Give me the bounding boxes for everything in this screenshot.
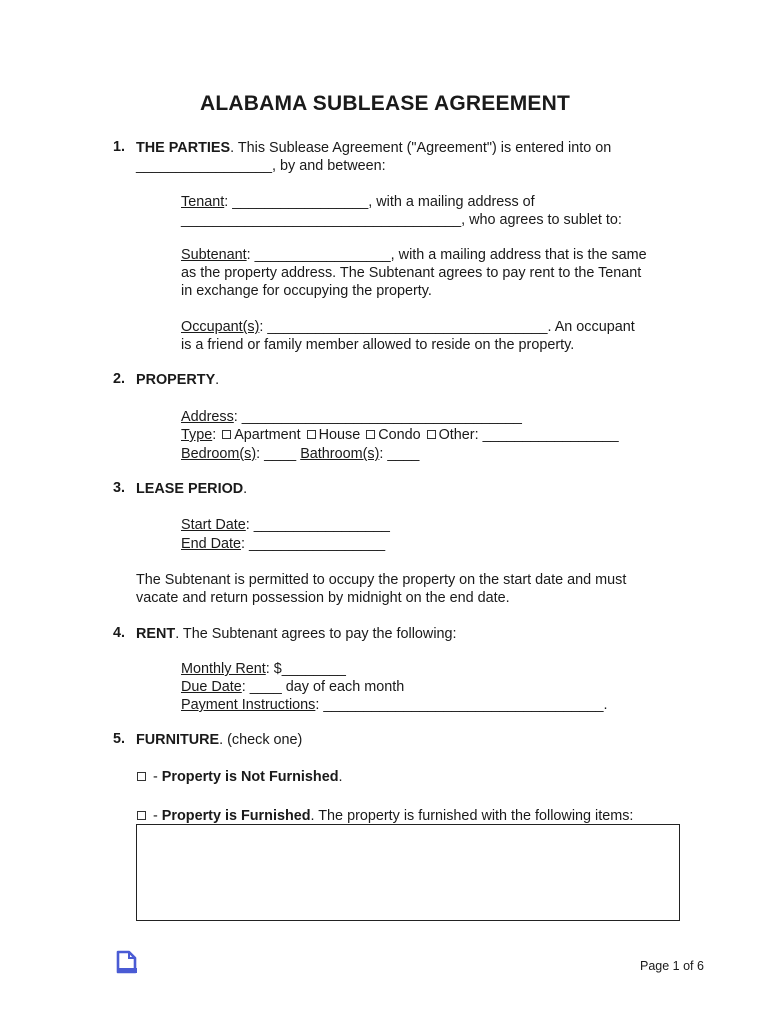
option-house: House <box>318 427 361 443</box>
section-4-number: 4. <box>113 625 126 641</box>
furnished-items-box[interactable] <box>136 824 680 921</box>
bedroom-field[interactable]: : ____ <box>256 446 301 462</box>
checkbox-house[interactable] <box>307 430 316 439</box>
payment-label: Payment Instructions <box>181 697 316 713</box>
section-1-number: 1. <box>113 139 126 155</box>
section-5-number: 5. <box>113 731 126 747</box>
section-1-intro <box>136 139 611 157</box>
address-line <box>181 408 522 426</box>
tenant-field[interactable]: : _________________, with a mailing address of <box>224 194 535 210</box>
occupant-field[interactable]: : ___________________________________. An occupant <box>259 319 635 335</box>
checkbox-other[interactable] <box>427 430 436 439</box>
rooms-line <box>181 445 419 463</box>
subtenant-field[interactable]: : _________________, with a mailing address that is the same <box>246 247 647 263</box>
not-furnished-rest: . <box>338 769 343 785</box>
section-5-heading: FURNITURE <box>136 732 220 748</box>
type-label: Type <box>181 427 213 443</box>
document-title: ALABAMA SUBLEASE AGREEMENT <box>200 92 570 115</box>
subtenant-line2: as the property address. The Subtenant agrees to pay rent to the Tenant <box>181 265 642 281</box>
subtenant-line3: in exchange for occupying the property. <box>181 283 432 299</box>
checkbox-condo[interactable] <box>366 430 375 439</box>
occupant-line <box>181 318 635 336</box>
checkbox-furnished[interactable] <box>137 811 146 820</box>
section-1-intro-line2: _________________, by and between: <box>136 158 386 174</box>
section-5-heading-line <box>136 731 302 749</box>
address-field[interactable]: : ___________________________________ <box>233 409 522 425</box>
option-other[interactable]: Other: _________________ <box>438 427 619 443</box>
start-date-line <box>181 516 390 534</box>
type-colon: : <box>212 427 217 443</box>
section-5-heading-rest: . (check one) <box>219 732 303 748</box>
tenant-line2[interactable]: ___________________________________, who agrees to sublet to: <box>181 212 622 228</box>
monthly-rent-label: Monthly Rent <box>181 661 266 677</box>
section-2-heading-line <box>136 371 219 389</box>
due-date-field[interactable]: : ____ day of each month <box>241 679 405 695</box>
section-3-heading-rest: . <box>243 481 248 497</box>
end-date-field[interactable]: : _________________ <box>241 536 386 552</box>
furnished-option <box>136 807 633 825</box>
checkbox-apartment[interactable] <box>222 430 231 439</box>
not-furnished-option <box>136 768 343 786</box>
subtenant-line <box>181 246 647 264</box>
furnished-label: Property is Furnished <box>161 808 311 824</box>
section-2-heading-rest: . <box>215 372 220 388</box>
option-condo: Condo <box>378 427 421 443</box>
address-label: Address <box>181 409 234 425</box>
type-line <box>181 426 619 444</box>
tenant-line <box>181 193 535 211</box>
option-apartment: Apartment <box>234 427 301 443</box>
not-furnished-label: Property is Not Furnished <box>161 769 339 785</box>
subtenant-label: Subtenant <box>181 247 247 263</box>
furnished-dash: - <box>149 808 162 824</box>
not-furnished-dash: - <box>149 769 162 785</box>
document-logo-icon <box>116 950 138 974</box>
tenant-label: Tenant <box>181 194 225 210</box>
monthly-rent-line <box>181 660 346 678</box>
bathroom-label: Bathroom(s) <box>300 446 380 462</box>
checkbox-not-furnished[interactable] <box>137 772 146 781</box>
section-3-heading-line <box>136 480 247 498</box>
page-number: Page 1 of 6 <box>640 959 704 973</box>
start-date-field[interactable]: : _________________ <box>245 517 390 533</box>
occupant-label: Occupant(s) <box>181 319 260 335</box>
section-3-number: 3. <box>113 480 126 496</box>
section-4-heading: RENT <box>136 626 176 642</box>
section-3-heading: LEASE PERIOD <box>136 481 244 497</box>
payment-line <box>181 696 608 714</box>
end-date-line <box>181 535 385 553</box>
lease-para-line2: vacate and return possession by midnight on the end date. <box>136 590 510 606</box>
monthly-rent-field[interactable]: : $________ <box>265 661 346 677</box>
occupant-line2: is a friend or family member allowed to reside on the property. <box>181 337 575 353</box>
section-4-heading-rest: . The Subtenant agrees to pay the following: <box>175 626 457 642</box>
section-1-heading: THE PARTIES <box>136 140 231 156</box>
bedroom-label: Bedroom(s) <box>181 446 257 462</box>
lease-para-line1: The Subtenant is permitted to occupy the property on the start date and must <box>136 572 627 588</box>
section-2-heading: PROPERTY <box>136 372 216 388</box>
due-date-line <box>181 678 404 696</box>
section-1-intro-text: . This Sublease Agreement ("Agreement") is entered into on <box>230 140 612 156</box>
due-date-label: Due Date <box>181 679 242 695</box>
section-4-heading-line <box>136 625 457 643</box>
payment-field[interactable]: : ___________________________________. <box>315 697 608 713</box>
section-2-number: 2. <box>113 371 126 387</box>
bathroom-field[interactable]: : ____ <box>379 446 420 462</box>
start-date-label: Start Date <box>181 517 246 533</box>
furnished-rest: . The property is furnished with the following items: <box>310 808 634 824</box>
end-date-label: End Date <box>181 536 242 552</box>
